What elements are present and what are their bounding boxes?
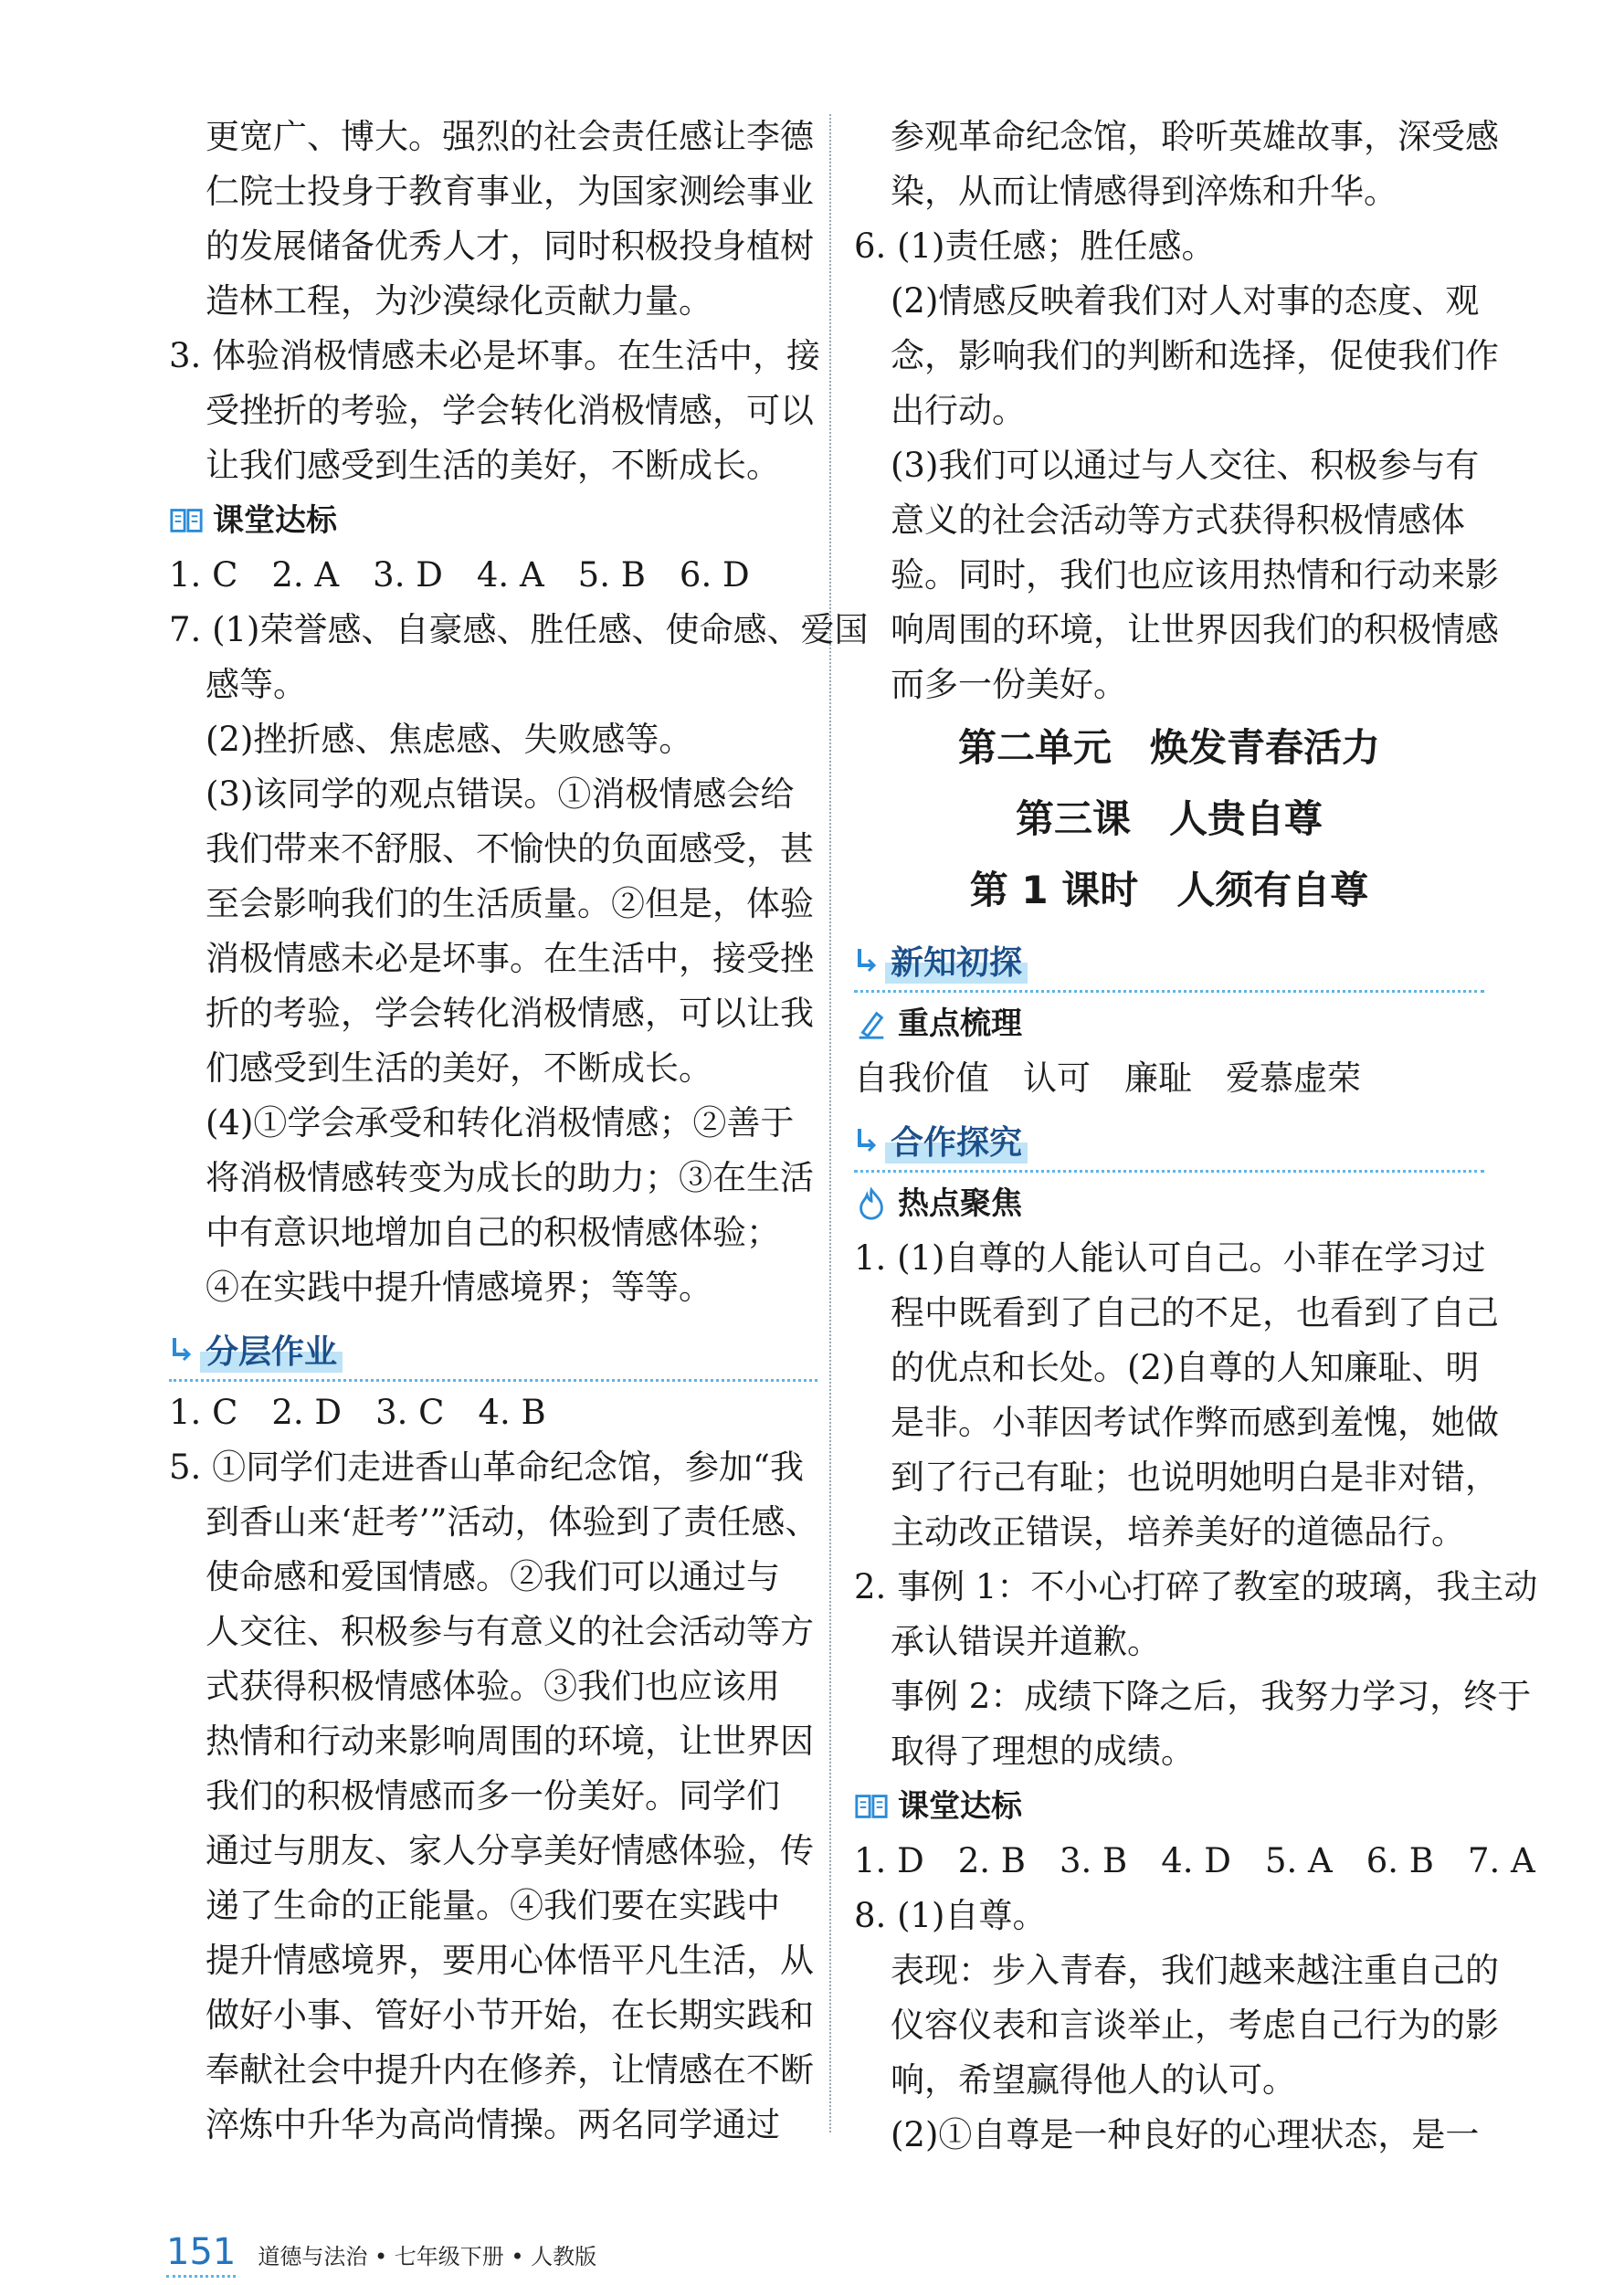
text-line: 念，影响我们的判断和选择，促使我们作 [891,336,1499,375]
text-line: 人交往、积极参与有意义的社会活动等方 [206,1612,814,1651]
answer-list: 1. D 2. B 3. B 4. D 5. A 6. B 7. A [854,1841,1535,1880]
text-line: 取得了理想的成绩。 [891,1732,1195,1771]
text-line: 提升情感境界，要用心体悟平凡生活，从 [206,1941,814,1980]
banner-label: 合作探究 [885,1117,1028,1164]
arrow-bracket-icon [854,1123,881,1156]
text-line: 到香山来‘赶考’”活动，体验到了责任感、 [206,1502,819,1542]
text-line: 响周围的环境，让世界因我们的积极情感 [891,610,1499,649]
text-line: 至会影响我们的生活质量。②但是，体验 [206,884,814,923]
text-line: (2)①自尊是一种良好的心理状态，是一 [891,2115,1480,2154]
answer-1: 1. (1)自尊的人能认可自己。小菲在学习过 [854,1238,1486,1278]
text-line: 中有意识地增加自己的积极情感体验； [206,1213,780,1252]
answer-8: 8. (1)自尊。 [854,1896,1047,1935]
text-line: 我们的积极情感而多一份美好。同学们 [206,1776,780,1816]
text-line: 造林工程，为沙漠绿化贡献力量。 [206,281,712,321]
text-line: 折的考验，学会转化消极情感，可以让我 [206,994,814,1033]
page-footer [166,2231,596,2278]
text-line: (4)①学会承受和转化消极情感；②善于 [206,1103,795,1142]
text-line: 更宽广、博大。强烈的社会责任感让李德 [206,117,814,156]
answer-6: 6. (1)责任感；胜任感。 [854,226,1216,266]
text-line: 将消极情感转变为成长的助力；③在生活 [206,1158,814,1197]
flame-icon [854,1186,889,1221]
text-line: 的发展储备优秀人才，同时积极投身植树 [206,226,814,266]
open-book-icon [169,503,204,538]
text-line: 表现：步入青春，我们越来越注重自己的 [891,1951,1499,1990]
text-line: 到了行己有耻；也说明她明白是非对错， [891,1458,1499,1497]
text-line: 通过与朋友、家人分享美好情感体验，传 [206,1831,814,1870]
left-column [169,110,869,2153]
text-line: 是非。小菲因考试作弊而感到羞愧，她做 [891,1403,1499,1442]
answer-5: 5. ①同学们走进香山革命纪念馆，参加“我 [169,1448,804,1487]
pen-icon [854,1006,889,1041]
text-line: 响，希望赢得他人的认可。 [891,2060,1296,2100]
text-line: 意义的社会活动等方式获得积极情感体 [891,500,1465,540]
text-line: 递了生命的正能量。④我们要在实践中 [206,1886,780,1925]
lesson-title: 第三课 人贵自尊 [1015,796,1323,841]
keypoints: 自我价值 认可 廉耻 爱慕虚荣 [854,1058,1361,1098]
text-line: 奉献社会中提升内在修养，让情感在不断 [206,2050,814,2090]
text-line: (2)挫折感、焦虑感、失败感等。 [206,720,693,759]
book-title: 道德与法治 • 七年级下册 • 人教版 [258,2244,597,2269]
arrow-bracket-icon [169,1332,196,1365]
text-line: 做好小事、管好小节开始，在长期实践和 [206,1995,814,2035]
arrow-bracket-icon [854,943,881,976]
column-divider [829,114,831,2132]
text-line: 式获得积极情感体验。③我们也应该用 [206,1667,780,1706]
open-book-icon [854,1789,889,1824]
text-line: (3)我们可以通过与人交往、积极参与有 [891,446,1480,485]
text-line: 程中既看到了自己的不足，也看到了自己 [891,1293,1499,1332]
answer-7: 7. (1)荣誉感、自豪感、胜任感、使命感、爱国 [169,610,869,649]
section-banner-hezuo [854,1110,1484,1173]
text-line: 受挫折的考验，学会转化消极情感，可以 [206,391,814,430]
text-line: 而多一份美好。 [891,665,1127,704]
banner-label: 分层作业 [200,1326,343,1373]
text-line: 验。同时，我们也应该用热情和行动来影 [891,555,1499,595]
page-number: 151 [166,2231,236,2278]
answer-list: 1. C 2. A 3. D 4. A 5. B 6. D [169,555,750,595]
text-line: 的优点和长处。(2)自尊的人知廉耻、明 [891,1348,1480,1387]
text-line: 感等。 [206,665,307,704]
section-heading-ketang [169,493,817,548]
answer-3: 3. 体验消极情感未必是坏事。在生活中，接 [169,336,821,375]
text-line: 事例 2：成绩下降之后，我努力学习，终于 [891,1677,1532,1716]
text-line: 淬炼中升华为高尚情操。两名同学通过 [206,2105,780,2144]
unit-title: 第二单元 焕发青春活力 [957,725,1380,770]
text-line: 消极情感未必是坏事。在生活中，接受挫 [206,939,814,978]
text-line: 们感受到生活的美好，不断成长。 [206,1048,712,1088]
text-line: 承认错误并道歉。 [891,1622,1161,1661]
period-title: 第 1 课时 人须有自尊 [969,868,1369,912]
heading-label: 重点梳理 [898,1006,1022,1042]
text-line: 我们带来不舒服、不愉快的负面感受，甚 [206,829,814,869]
text-line: 仪容仪表和言谈举止，考虑自己行为的影 [891,2006,1499,2045]
text-line: 仁院士投身于教育事业，为国家测绘事业 [206,172,814,211]
answer-2: 2. 事例 1：不小心打碎了教室的玻璃，我主动 [854,1567,1538,1606]
text-line: 使命感和爱国情感。②我们可以通过与 [206,1557,780,1596]
banner-label: 新知初探 [885,937,1028,984]
text-line: 热情和行动来影响周围的环境，让世界因 [206,1722,814,1761]
text-line: 染，从而让情感得到淬炼和升华。 [891,172,1397,211]
section-banner-xinzhi [854,930,1484,993]
right-column [854,110,1538,2163]
section-heading-zhongdian [854,996,1484,1051]
text-line: (2)情感反映着我们对人对事的态度、观 [891,281,1480,321]
text-line: 让我们感受到生活的美好，不断成长。 [206,446,780,485]
text-line: 出行动。 [891,391,1026,430]
text-line: (3)该同学的观点错误。①消极情感会给 [206,774,795,814]
heading-label: 课堂达标 [213,502,337,539]
heading-label: 热点聚焦 [898,1185,1022,1222]
section-banner-fenceng [169,1319,817,1382]
section-heading-redian [854,1176,1484,1231]
answer-list: 1. C 2. D 3. C 4. B [169,1393,546,1432]
heading-label: 课堂达标 [898,1788,1022,1825]
text-line: 主动改正错误，培养美好的道德品行。 [891,1512,1465,1552]
text-line: 参观革命纪念馆，聆听英雄故事，深受感 [891,117,1499,156]
text-line: ④在实践中提升情感境界；等等。 [206,1268,712,1307]
section-heading-ketang [854,1779,1484,1834]
